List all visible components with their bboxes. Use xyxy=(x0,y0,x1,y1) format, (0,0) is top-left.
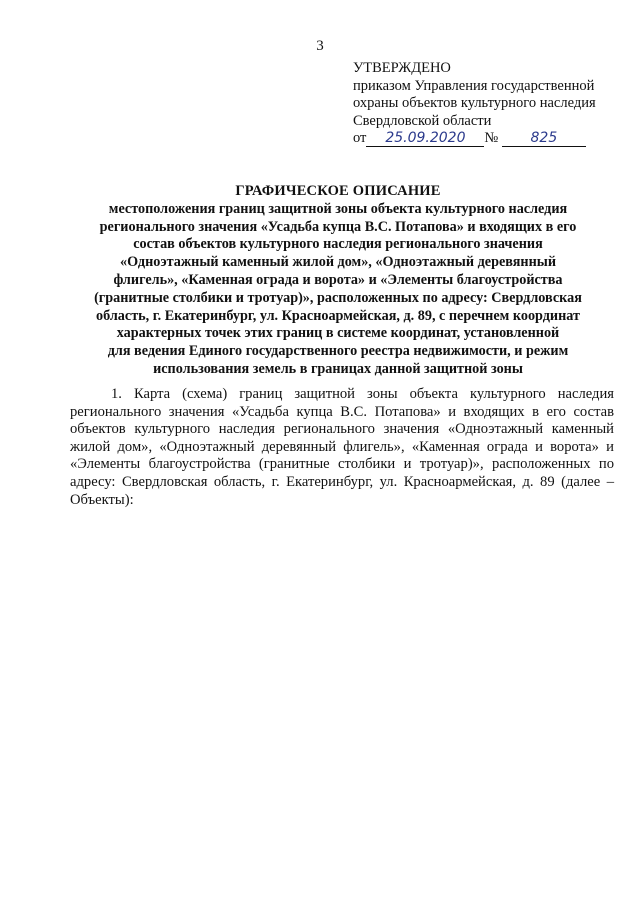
subtitle-line: использования земель в границах данной защитной зоны xyxy=(153,360,523,377)
subtitle-line: регионального значения «Усадьба купца В.С. Потапова» и входящих в его xyxy=(99,218,577,235)
approval-date-line xyxy=(353,130,633,148)
approval-order-line-3: Свердловской области xyxy=(353,112,492,129)
approval-number-sign: № xyxy=(484,130,499,146)
subtitle-line: состав объектов культурного наследия регионального значения xyxy=(133,236,543,253)
subtitle-line: характерных точек этих границ в системе координат, установленной xyxy=(116,325,560,342)
subtitle-line: область, г. Екатеринбург, ул. Красноармейская, д. 89, с перечнем координат xyxy=(96,307,580,324)
approval-date-prefix: от xyxy=(353,130,367,146)
approval-date-handwritten: 25.09.2020 xyxy=(366,131,484,147)
approval-order-line-2: охраны объектов культурного наследия xyxy=(353,95,596,111)
document-title-block xyxy=(68,183,608,379)
subtitle-line: местоположения границ защитной зоны объекта культурного наследия xyxy=(108,200,568,217)
subtitle-line: «Одноэтажный каменный жилой дом», «Одноэтажный деревянный xyxy=(119,254,557,271)
approval-number-handwritten: 825 xyxy=(502,131,586,147)
page-number: 3 xyxy=(316,38,324,54)
body-paragraph-1: 1. Карта (схема) границ защитной зоны объекта культурного наследия регионального значения «Усадьба купца В.С. Потапова» и входящих в его состав объектов культурного наследия регионального значения «Одноэтажный каменный жилой дом», «Одноэтажный деревянный флигель», «Каменная ограда и ворота» и «Элементы благоустройства (гранитные столбики и тротуар)», расположенных по адресу: Свердловская область, г. Екатеринбург, ул. Красноармейская, д. 89 (далее – Объекты): xyxy=(70,386,614,508)
subtitle-line: (гранитные столбики и тротуар)», расположенных по адресу: Свердловская xyxy=(94,289,582,306)
document-heading: ГРАФИЧЕСКОЕ ОПИСАНИЕ xyxy=(235,183,441,199)
approval-order-line-1: приказом Управления государственной xyxy=(353,77,595,94)
approval-stamp xyxy=(353,60,633,148)
approval-status: УТВЕРЖДЕНО xyxy=(353,60,451,76)
subtitle-line: для ведения Единого государственного реестра недвижимости, и режим xyxy=(107,343,569,360)
subtitle-line: флигель», «Каменная ограда и ворота» и «Элементы благоустройства xyxy=(113,271,563,288)
